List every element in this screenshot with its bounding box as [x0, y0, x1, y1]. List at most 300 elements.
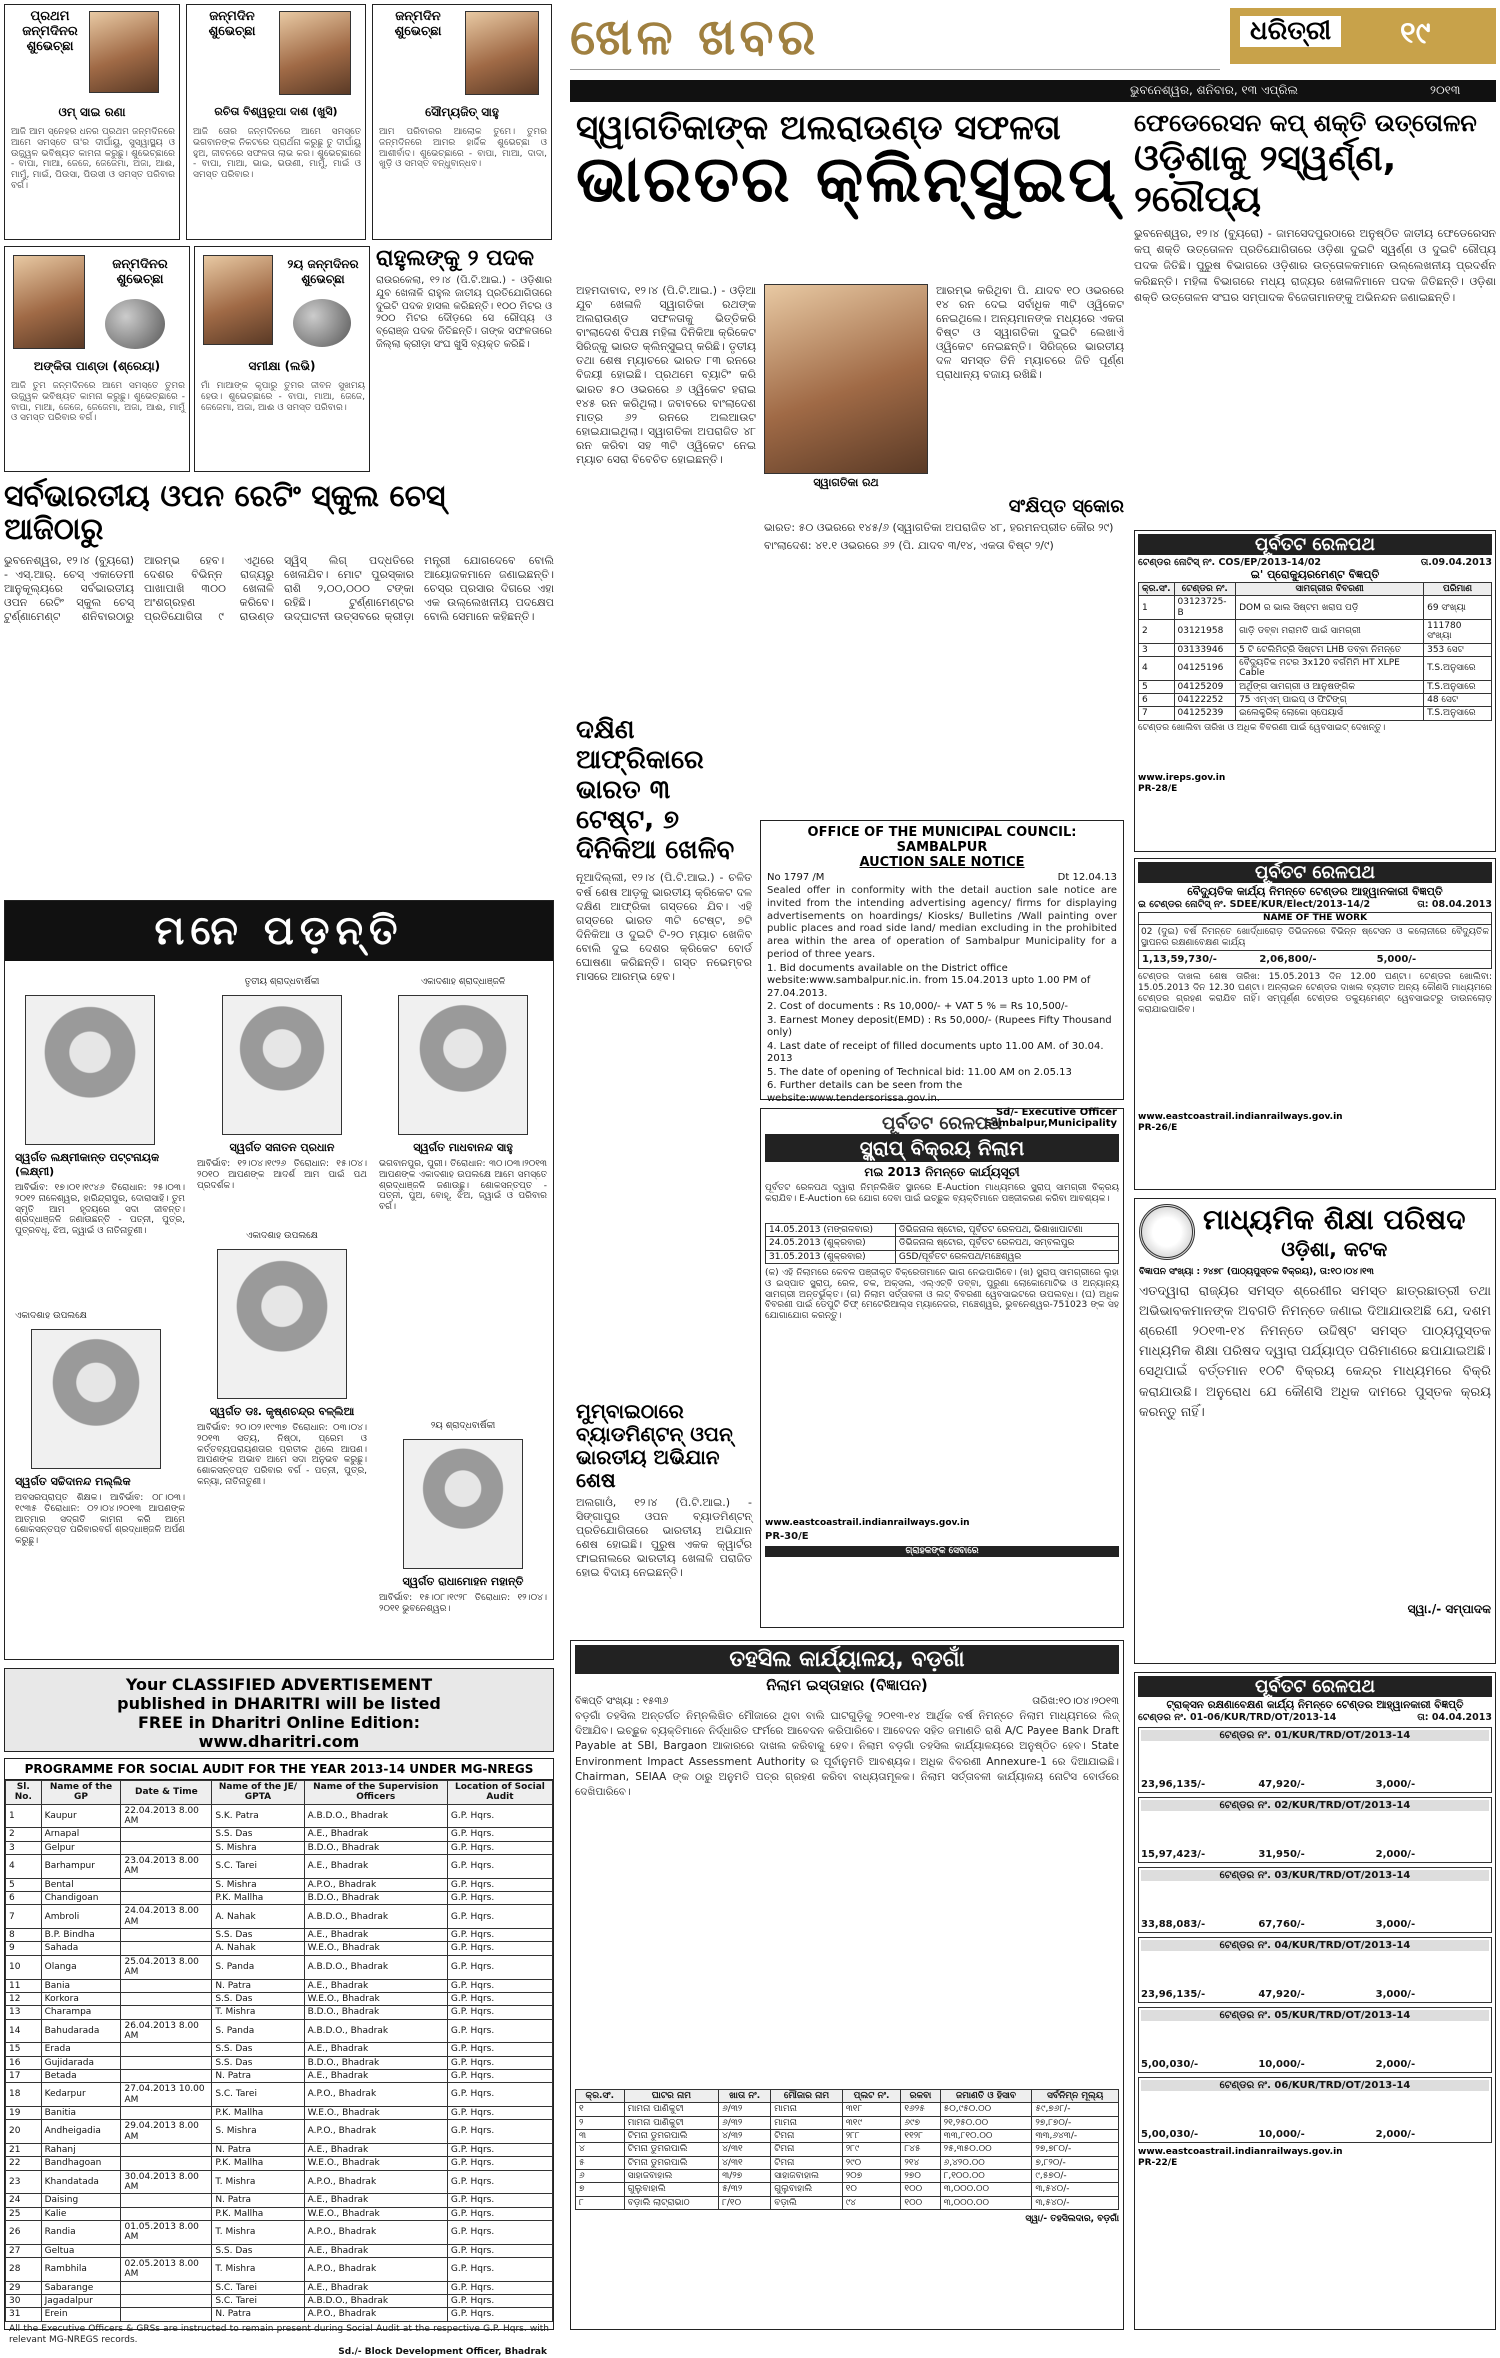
tender-block — [1138, 1867, 1492, 1933]
table-cell: Erein — [41, 2308, 121, 2321]
table-cell: B.D.O., Bhadrak — [304, 1892, 447, 1905]
notice-ref: ବିଜ୍ଞପ୍ତି ସଂଖ୍ୟା : ୧୫୩୬ — [575, 1696, 669, 1707]
table-cell: G.P. Hqrs. — [447, 1878, 552, 1891]
table-cell: 15 — [6, 2043, 42, 2056]
railway-website: www.eastcoastrail.indianrailways.gov.in — [1138, 1112, 1343, 1123]
column-header: ରକବା — [901, 2090, 940, 2103]
remembrance-title: ମନେ ପଡ଼ନ୍ତି — [5, 901, 553, 961]
tender-emd: 10,000/- — [1258, 2059, 1305, 2070]
table-cell: ୨ — [576, 2116, 625, 2129]
tender-emd: 67,760/- — [1258, 1919, 1305, 1930]
railway-ref: PR-28/E — [1138, 783, 1178, 794]
tender-cost: 2,000/- — [1375, 2129, 1416, 2140]
table-cell: 5 — [6, 1878, 42, 1891]
table-cell — [121, 1929, 212, 1942]
year: ୨୦୧୩ — [1430, 83, 1461, 97]
table-cell: Khandatada — [41, 2170, 121, 2194]
column-header: କ୍ର.ସଂ. — [576, 2090, 625, 2103]
notice-body: ବଡ଼ଗାଁ ତହସିଲ ଅନ୍ତର୍ଗତ ନିମ୍ନଲିଖିତ ମୌଜାରେ ଥିବା ବାଲି ଘାଟଗୁଡ଼ିକୁ ୨୦୧୩-୧୪ ଆର୍ଥିକ ବର୍ଷ ନିମନ୍ତେ ନିଲାମ ମାଧ୍ୟମରେ ଲିଜ୍ ଦିଆଯିବ। ଇଚ୍ଛୁକ ବ୍ୟକ୍ତିମାନେ ନିର୍ଦ୍ଧାରିତ ଫର୍ମରେ ଆବେଦନ କରିପାରିବେ। ଆବେଦନ ସହିତ ଜମାଣତି ରାଶି A/C Payee Bank Draft Payable at SBI, Bargaon ଆକାରରେ ଦାଖଲ କରିବାକୁ ହେବ। ନିଲାମ ବଡ଼ଗାଁ ତହସିଲ କାର୍ଯ୍ୟାଳୟରେ ଅନୁଷ୍ଠିତ ହେବ। State Environment Impact Assessment Authority ର ପୂର୍ବାନୁମତି ଆବଶ୍ୟକ। ଅଧିକ ବିବରଣୀ Annexure-1 ରେ ଦିଆଯାଇଛି। Chairman, SEIAA ଙ୍କ ଠାରୁ ଅନୁମତି ପତ୍ର ଗ୍ରହଣ କରିବା ବାଧ୍ୟତାମୂଳକ। ନିଲାମ ସର୍ତ୍ତାବଳୀ କାର୍ଯ୍ୟାଳୟ ନୋଟିସ ବୋର୍ଡରେ ଦେଖିପାରିବେ। — [575, 1710, 1119, 1799]
table-cell: P.K. Mallha — [212, 2157, 304, 2170]
table-cell: ୪/୩୨ — [719, 2130, 771, 2143]
notice-title: OFFICE OF THE MUNICIPAL COUNCIL: SAMBALPUR — [807, 825, 1077, 855]
table-row — [6, 2157, 553, 2170]
child-name: ଓମ୍ ସାଇ ରଣା — [58, 105, 126, 119]
table-cell: 4 — [1139, 657, 1175, 681]
table-cell: N. Patra — [212, 2143, 304, 2156]
table-cell: A.E., Bhadrak — [304, 1828, 447, 1841]
table-cell: ୧୦୦ — [901, 2183, 940, 2196]
birthday-ad-3: ଜନ୍ମଦିନ ଶୁଭେଚ୍ଛା ସୌମ୍ୟଜିତ୍ ସାହୁ ଆମ ପରିବାରର ଆଲୋକ ତୁମେ। ତୁମର ଜନ୍ମଦିନରେ ଆମର ହାର୍ଦ୍ଦିକ ଶୁଭେଚ୍ଛା ଓ ଆଶୀର୍ବାଦ। ଶୁଭେଚ୍ଛାରେ - ବାପା, ମାଆ, ଦାଦା, ଖୁଡ଼ି ଓ ସମସ୍ତ ବନ୍ଧୁବାନ୍ଧବ। — [372, 4, 552, 240]
table-cell: Daising — [41, 2194, 121, 2207]
page-number: ୧୯ — [1400, 16, 1431, 51]
table-cell: ୯,୫୭୦/- — [1032, 2170, 1119, 2183]
table-row — [766, 1237, 1119, 1250]
table-cell: Kalie — [41, 2207, 121, 2220]
table-cell: 23 — [6, 2170, 42, 2194]
table-cell: G.P. Hqrs. — [447, 2281, 552, 2294]
railway-footer: ଗ୍ରାହକଙ୍କ ସେବାରେ — [765, 1546, 1119, 1557]
table-cell: S. Panda — [212, 1955, 304, 1979]
birthday-ad-2: ଜନ୍ମଦିନ ଶୁଭେଚ୍ଛା ରଚିତା ବିଶ୍ୱରୂପା ଦାଶ (ଖୁସି) ଆଜି ତୋର ଜନ୍ମଦିନରେ ଆମେ ସମସ୍ତେ ଭଗବାନଙ୍କ ନିକଟରେ ପ୍ରାର୍ଥନା କରୁଛୁ ତୁ ଦୀର୍ଘାୟୁ ହୁଅ, ଜୀବନରେ ସଫଳତା ଲାଭ କର। ଶୁଭେଚ୍ଛାରେ - ବାପା, ମାଆ, ଭାଇ, ଭଉଣୀ, ମାମୁଁ, ମାଇଁ ଓ ସମସ୍ତ ପରିବାର। — [186, 4, 366, 240]
table-cell: W.E.O., Bhadrak — [304, 2207, 447, 2220]
tender-number: ଟେଣ୍ଡର ନଂ. 01/KUR/TRD/OT/2013-14 — [1141, 1730, 1489, 1741]
notice-item: 1. Bid documents available on the District office website:www.sambalpur.nic.in. from 15.04.2013 upto 1.00 PM of 27.04.2013. — [767, 962, 1091, 999]
table-cell: ୪/୩୧ — [719, 2143, 771, 2156]
table-row — [6, 2043, 553, 2056]
railway-ref: PR-22/E — [1138, 2157, 1178, 2168]
table-row — [6, 1804, 553, 1828]
table-cell: Bahudarada — [41, 2019, 121, 2043]
table-cell: 5 — [1139, 680, 1175, 693]
notice-signature: ସ୍ୱା/- ତହସିଲଦାର, ବଡ଼ଗାଁ — [1025, 2214, 1119, 2225]
table-cell — [121, 1942, 212, 1955]
table-row — [1139, 657, 1492, 681]
notice-title: ତହସିଲ କାର୍ଯ୍ୟାଳୟ, ବଡ଼ଗାଁ — [575, 1645, 1119, 1674]
table-row — [6, 2295, 553, 2308]
auction-notice: OFFICE OF THE MUNICIPAL COUNCIL: SAMBALPUR AUCTION SALE NOTICE No 1797 /M Dt 12.04.13 Sealed offer in conformity with the detail auction sale notice are invited from the intending advertising agency/ firms for displaying advertisements on hoardings/ Kiosks/ Bulletins /Wall painting over public places and road side land/ median excluding in the prohibited area within the area of operation of Sambalpur Municipality for a period of three years. 1. Bid documents available on the District office website:www.sambalpur.nic.in. from 15.04.2013 upto 1.00 PM of 27.04.2013. 2. Cost of documents : Rs 10,000/- + VAT 5 % = Rs 10,500/- 3. Earnest Money deposit(EMD) : Rs 50,000/- (Rupees Fifty Thousand only) 4. Last date of receipt of filled documents upto 11.00 AM. of 30.04. 2013 5. The date of opening of Technical bid: 11.00 AM on 2.05.13 6. Further details can be seen from the website:www.tendersorissa.gov.in. Sd/- Executive Officer Sambalpur,Municipality — [760, 820, 1124, 1100]
table-cell: A.B.D.O., Bhadrak — [304, 2295, 447, 2308]
table-cell: T. Mishra — [212, 2006, 304, 2019]
table-cell: ଡିଭିଜନାଲ ଷ୍ଟୋର, ପୂର୍ବତଟ ରେଳପଥ, ଭିଶାଖାପାଟଣା — [895, 1224, 1118, 1237]
railway-notice-2: ପୂର୍ବତଟ ରେଳପଥ ବୈଦ୍ୟୁତିକ କାର୍ଯ୍ୟ ନିମନ୍ତେ ଟେଣ୍ଡର ଆହ୍ୱାନକାରୀ ବିଜ୍ଞପ୍ତି ଇ ଟେଣ୍ଡର ନୋଟିସ୍ ନଂ. SDEE/KUR/Elect/2013-14/2 ତା: 08.04.2013 NAME OF THE WORK 02 (ଦୁଇ) ବର୍ଷ ନିମନ୍ତେ ଖୋର୍ଦ୍ଧାରୋଡ଼ ଡିଭିଜନରେ ବିଭିନ୍ନ ଷ୍ଟେସନ ଓ କଲୋନୀରେ ବୈଦ୍ୟୁତିକ ସ୍ଥାପନର ରକ୍ଷଣାବେକ୍ଷଣ କାର୍ଯ୍ୟ 1,13,59,730/- 2,06,800/- 5,000/- ଟେଣ୍ଡର ଦାଖଲ ଶେଷ ତାରିଖ: 15.05.2013 ଦିନ 12.00 ଘଣ୍ଟା। ଟେଣ୍ଡର ଖୋଲିବା: 15.05.2013 ଦିନ 12.30 ଘଣ୍ଟା। ଅନ୍‌ଲାଇନ ଟେଣ୍ଡର ଦାଖଲ ବ୍ୟତୀତ ଅନ୍ୟ କୌଣସି ମାଧ୍ୟମରେ ଟେଣ୍ଡର ଗ୍ରହଣ କରାଯିବ ନାହିଁ। ସମ୍ପୂର୍ଣ୍ଣ ଟେଣ୍ଡର ଡକ୍ୟୁମେଣ୍ଟ ୱେବସାଇଟରୁ ଡାଉନଲୋଡ଼ କରାଯାଇପାରିବ। www.eastcoastrail.indianrailways.gov.in PR-26/E — [1134, 858, 1496, 1190]
audit-table — [5, 1780, 553, 2322]
table-cell: G.P. Hqrs. — [447, 2221, 552, 2245]
table-cell: A.B.D.O., Bhadrak — [304, 1905, 447, 1929]
table-cell: ଟିମନା — [771, 2143, 843, 2156]
table-cell: B.P. Bindha — [41, 1929, 121, 1942]
table-cell: ୫/୩୨ — [719, 2183, 771, 2196]
table-cell: 18 — [6, 2083, 42, 2107]
table-row — [6, 2170, 553, 2194]
story-sa — [576, 716, 752, 1251]
table-cell — [121, 2106, 212, 2119]
table-cell — [121, 2281, 212, 2294]
work-cost: 5,000/- — [1376, 954, 1417, 966]
classified-promo: Your CLASSIFIED ADVERTISEMENT published in DHARITRI will be listed FREE in Dharitri Online Edition: www.dharitri.com — [4, 1668, 554, 1752]
railway-ref: PR-26/E — [1138, 1123, 1178, 1134]
table-cell: Chandigoan — [41, 1892, 121, 1905]
railway-head: ପୂର୍ବତଟ ରେଳପଥ — [882, 1113, 1002, 1134]
table-cell: G.P. Hqrs. — [447, 2244, 552, 2257]
table-cell: ୨୯୦ — [842, 2156, 901, 2169]
tender-desc — [1141, 2021, 1489, 2059]
table-cell: ଗୁଲୁବାହାଲି — [624, 2183, 719, 2196]
table-cell: 13 — [6, 2006, 42, 2019]
table-cell: Geltua — [41, 2244, 121, 2257]
table-cell — [121, 1892, 212, 1905]
story-body: ଅଲଗାଓଁ, ୧୨।୪ (ପି.ଟି.ଆଇ.) - ସିଙ୍ଗାପୁର ଓପନ ବ୍ୟାଡମିଣ୍ଟନ୍ ପ୍ରତିଯୋଗିତାରେ ଭାରତୀୟ ଅଭିଯାନ ଶେଷ ହୋଇଛି। ପୁରୁଷ ଏକକ କ୍ୱାର୍ଟର ଫାଇନାଲରେ ଭାରତୀୟ ଖେଳାଳି ପରାଜିତ ହୋଇ ବିଦାୟ ନେଇଛନ୍ତି। — [576, 1496, 752, 1580]
table-cell: ୩ — [576, 2130, 625, 2143]
tender-amount: 15,97,423/- — [1141, 1849, 1206, 1860]
table-cell: 31.05.2013 (ଶୁକ୍ରବାର) — [766, 1250, 896, 1263]
table-cell: ୬୯୭ — [901, 2116, 940, 2129]
table-cell: G.P. Hqrs. — [447, 1855, 552, 1879]
memorial-1: ସ୍ୱର୍ଗତ ଲକ୍ଷ୍ମୀକାନ୍ତ ପଟ୍ଟନାୟକ (ଲକ୍ଷ୍ମୀ) ଆବିର୍ଭାବ: ୧୭।୦୧।୧୯୪୬ ତିରୋଧାନ: ୨୫।୦୩।୨୦୧୨ ନାଳେଶ୍ୱର, ହାରିନ୍ଦ୍ରାପୁର, ଦୋରାସାହି। ତୁମ ସ୍ମୃତି ଆମ ହୃଦୟରେ ସଦା ଜୀବନ୍ତ। ଶ୍ରଦ୍ଧାଞ୍ଜଳି ଜଣାଉଛନ୍ତି - ପତ୍ନୀ, ପୁତ୍ର, ପୁତ୍ରବଧୂ, ଝିଅ, ଜ୍ୱାଇଁ ଓ ନାତିନାତୁଣୀ। — [15, 977, 185, 1303]
table-row — [576, 2170, 1119, 2183]
table-cell: 7 — [6, 1905, 42, 1929]
table-cell: A.B.D.O., Bhadrak — [304, 1804, 447, 1828]
table-cell: N. Patra — [212, 2308, 304, 2321]
table-row — [1139, 707, 1492, 720]
memorial-name: ସ୍ୱର୍ଗତ ମାଧବାନନ୍ଦ ସାହୁ — [413, 1141, 513, 1154]
story-rahul — [376, 246, 552, 472]
table-cell: Korkora — [41, 1992, 121, 2005]
tender-values — [1141, 1919, 1489, 1930]
story-headline: ଦକ୍ଷିଣ ଆଫ୍ରିକାରେ ଭାରତ ୩ ଟେଷ୍ଟ, ୭ ଦିନିକିଆ ଖେଳିବ — [576, 715, 735, 865]
table-cell: 04122252 — [1174, 694, 1236, 707]
table-cell: A. Nahak — [212, 1942, 304, 1955]
table-row — [6, 1878, 553, 1891]
notice-subtitle: AUCTION SALE NOTICE — [859, 855, 1025, 870]
table-row — [6, 1892, 553, 1905]
tender-table — [1138, 582, 1492, 721]
table-cell: T.S.ଅନୁସାରେ — [1424, 657, 1492, 681]
railway-head: ପୂର୍ବତଟ ରେଳପଥ — [1138, 534, 1492, 555]
story-body: ଭୁବନେଶ୍ୱର, ୧୨।୪ (ବ୍ୟୁରୋ) - ଏସ୍.ଆର୍. ଚେସ୍ ଏକାଡେମୀ ଆନୁକୂଲ୍ୟରେ ସର୍ବଭାରତୀୟ ଓପନ ରେଟିଂ ସ୍କୁଲ ଚେସ୍ ଟୁର୍ଣ୍ଣାମେଣ୍ଟ ଶନିବାରଠାରୁ ଆରମ୍ଭ ହେବ। ଏଥିରେ ଦେଶର ବିଭିନ୍ନ ରାଜ୍ୟରୁ ପାଖାପାଖି ୩୦୦ ଖେଳାଳି ଅଂଶଗ୍ରହଣ କରିବେ। ପ୍ରତିଯୋଗିତା ୯ ରାଉଣ୍ଡ ସ୍ୱିସ୍ ଲିଗ୍ ପଦ୍ଧତିରେ ଖେଳାଯିବ। ମୋଟ ପୁରସ୍କାର ରାଶି ୨,୦୦,୦୦୦ ଟଙ୍କା ରହିଛି। ଟୁର୍ଣ୍ଣାମେଣ୍ଟର ଉଦ୍‌ଘାଟନୀ ଉତ୍ସବରେ କ୍ରୀଡ଼ା ମନ୍ତ୍ରୀ ଯୋଗଦେବେ ବୋଲି ଆୟୋଜକମାନେ ଜଣାଇଛନ୍ତି। ଚେସ୍‌ର ପ୍ରସାର ଦିଗରେ ଏହା ଏକ ଉଲ୍ଲେଖନୀୟ ପଦକ୍ଷେପ ବୋଲି ସେମାନେ କହିଛନ୍ତି। — [4, 554, 554, 624]
table-cell: 23.04.2013 8.00 AM — [121, 1855, 212, 1879]
notice-sub: ମଇ 2013 ନିମନ୍ତେ କାର୍ଯ୍ୟସୂଚୀ — [864, 1165, 1020, 1179]
table-cell: 02.05.2013 8.00 AM — [121, 2258, 212, 2282]
table-cell: 10 — [6, 1955, 42, 1979]
railway-ref: PR-30/E — [765, 1530, 809, 1542]
memorial-3: ଏକାଦଶାହ ଶ୍ରାଦ୍ଧାଞ୍ଜଳି ସ୍ୱର୍ଗତ ମାଧବାନନ୍ଦ ସାହୁ ଭଗବାନପୁର, ପୁରୀ। ତିରୋଧାନ: ୩୦।୦୩।୨୦୧୩ ଆପଣଙ୍କ ଏକାଦଶାହ ଉପଲକ୍ଷେ ଆମେ ସମସ୍ତେ ଶ୍ରଦ୍ଧାଞ୍ଜଳି ଜଣାଉଛୁ। ଶୋକସନ୍ତପ୍ତ - ପତ୍ନୀ, ପୁଅ, ବୋହୂ, ଝିଅ, ଜ୍ୱାଇଁ ଓ ପରିବାର ବର୍ଗ। — [379, 977, 547, 1213]
child-name: ସମୀକ୍ଷା (ଲଭି) — [248, 359, 316, 373]
notice-item: 3. Earnest Money deposit(EMD) : Rs 50,000/- (Rupees Fifty Thousand only) — [767, 1014, 1112, 1039]
notice-ref: No 1797 /M — [767, 872, 825, 883]
notice-date: ତା: 08.04.2013 — [1417, 899, 1492, 910]
table-cell: A.E., Bhadrak — [304, 1929, 447, 1942]
railway-notice-1: ପୂର୍ବତଟ ରେଳପଥ ଟେଣ୍ଡର ନୋଟିସ୍ ନଂ. COS/EP/2013-14/02 ତା.09.04.2013 ଇ' ପ୍ରୋକ୍ୟୁରମେଣ୍ଟ ବିଜ୍ଞପ୍ତି କ୍ର.ସଂ. ଟେଣ୍ଡର ନଂ. ସାମଗ୍ରୀର ବିବରଣୀ ପରିମାଣ 1 03123725-B DOM ର ଭାଲ ସିଷ୍ଟମ ଖରାପ ପଡ଼ି 69 ସଂଖ୍ୟା 2 03121958 ଗାଡ଼ି ଡବ୍ବା ମରାମତି ପାଇଁ ସାମଗ୍ରୀ 111780 ସଂଖ୍ୟା 3 03133946 5 ଟି ଟେଲିମିଟ୍ରି ସିଷ୍ଟମ LHB ଡବ୍ବା ନିମନ୍ତେ 353 ସେଟ 4 04125196 ବୈଦ୍ୟୁତିକ ମଟର 3x120 ବର୍ଗମିମି HT XLPE Cable T.S.ଅନୁସାରେ 5 04125209 ଅର୍ଥିଙ୍ଗ ସାମଗ୍ରୀ ଓ ଆନୁଷଙ୍ଗିକ T.S.ଅନୁସାରେ 6 04122252 75 ଏମ୍ଏମ୍ ପାଇପ୍ ଓ ଫିଟିଙ୍ଗ୍ 48 ସେଟ 7 04125239 ଇଲେକ୍ଟ୍ରିକ୍ ଲୋକୋ ସ୍ପେୟାର୍ସ T.S.ଅନୁସାରେ ଟେଣ୍ଡର ଖୋଲିବା ତାରିଖ ଓ ଅଧିକ ବିବରଣୀ ପାଇଁ ୱେବସାଇଟ୍ ଦେଖନ୍ତୁ। www.ireps.gov.in PR-28/E — [1134, 530, 1496, 852]
table-row — [576, 2143, 1119, 2156]
table-cell: ୩୩,୬୪୩/- — [1032, 2130, 1119, 2143]
table-cell: G.P. Hqrs. — [447, 2258, 552, 2282]
table-cell: ୮୪୫ — [901, 2143, 940, 2156]
table-cell: ୬,୪୨୦.୦୦ — [940, 2156, 1032, 2169]
tender-cost: 2,000/- — [1375, 1849, 1416, 1860]
column-header: ସର୍ବନିମ୍ନ ମୂଲ୍ୟ — [1032, 2090, 1119, 2103]
table-cell: G.P. Hqrs. — [447, 2019, 552, 2043]
tender-block — [1138, 1727, 1492, 1793]
table-row — [6, 2019, 553, 2043]
column-header: Name of the JE/ GPTA — [212, 1781, 304, 1805]
railway-head: ପୂର୍ବତଟ ରେଳପଥ — [1138, 862, 1492, 883]
table-cell: S.C. Tarei — [212, 2281, 304, 2294]
tender-number: ଟେଣ୍ଡର ନଂ. 06/KUR/TRD/OT/2013-14 — [1141, 2080, 1489, 2091]
table-cell — [121, 2194, 212, 2207]
table-cell: ମାମନା ପାଣିକୁଟୀ — [624, 2103, 719, 2116]
table-row — [6, 2006, 553, 2019]
ad-title: ଜନ୍ମଦିନ ଶୁଭେଚ୍ଛା — [208, 9, 256, 39]
table-cell: ୮/୧୦ — [719, 2196, 771, 2209]
table-cell — [121, 2006, 212, 2019]
memorial-name: ସ୍ୱର୍ଗତ ଡଃ. କୃଷ୍ଣଚନ୍ଦ୍ର ବଳ୍ଲିଆ — [209, 1405, 355, 1418]
auction-schedule-table — [765, 1223, 1119, 1264]
table-cell: S. Mishra — [212, 2120, 304, 2144]
table-cell — [121, 1828, 212, 1841]
notice-signature: Sd./- Block Development Officer, Bhadrak — [338, 2347, 547, 2358]
table-row — [6, 1942, 553, 1955]
table-cell: 9 — [6, 1942, 42, 1955]
table-cell: A.E., Bhadrak — [304, 2281, 447, 2294]
table-cell: 29.04.2013 8.00 AM — [121, 2120, 212, 2144]
table-row — [6, 2207, 553, 2220]
child-photo — [89, 11, 159, 93]
table-cell: Gelpur — [41, 1841, 121, 1854]
player-photo — [764, 284, 928, 474]
tender-desc — [1141, 1811, 1489, 1849]
table-cell: ୬ — [576, 2170, 625, 2183]
table-cell: G.P. Hqrs. — [447, 2069, 552, 2082]
notice-ref: ବିଜ୍ଞାପନ ସଂଖ୍ୟା : ୨୪୭୮ (ପାଠ୍ୟପୁସ୍ତକ ବିକ୍ରୟ), ତା:୧୦।୦୪।୧୩ — [1139, 1267, 1374, 1277]
table-cell: 03133946 — [1174, 643, 1236, 656]
memorial-6: ୨ୟ ଶ୍ରାଦ୍ଧବାର୍ଷିକୀ ସ୍ୱର୍ଗତ ରାଧାମୋହନ ମହାନ୍ତି ଆବିର୍ଭାବ: ୧୫।୦୮।୧୯୨୮ ତିରୋଧାନ: ୧୨।୦୪।୨୦୧୧ ଭୁବନେଶ୍ୱର। — [379, 1421, 547, 1614]
table-cell: Bandhagoan — [41, 2157, 121, 2170]
table-cell: ୨୭୦ — [901, 2170, 940, 2183]
tender-emd: 10,000/- — [1258, 2129, 1305, 2140]
table-cell: 26 — [6, 2221, 42, 2245]
table-cell: N. Patra — [212, 2069, 304, 2082]
column-header: Name of the Supervision Officers — [304, 1781, 447, 1805]
table-row — [6, 2069, 553, 2082]
table-cell: ମାମନା — [771, 2116, 843, 2129]
table-cell: Bental — [41, 1878, 121, 1891]
table-cell: ସାହାଜବାହାଲ — [624, 2170, 719, 2183]
story-headline: ଭାରତର କ୍ଲିନ୍‌ସୁଇପ୍ — [576, 143, 1118, 218]
table-cell: ୩୧୮ — [842, 2103, 901, 2116]
table-cell: ୭ — [576, 2183, 625, 2196]
table-cell: A.E., Bhadrak — [304, 2043, 447, 2056]
story-headline: ସର୍ବଭାରତୀୟ ଓପନ ରେଟିଂ ସ୍କୁଲ ଚେସ୍ ଆଜିଠାରୁ — [4, 479, 446, 547]
tender-values — [1141, 1989, 1489, 2000]
tender-cost: 3,000/- — [1375, 1779, 1416, 1790]
dateline: ଭୁବନେଶ୍ୱର, ଶନିବାର, ୧୩ ଏପ୍ରିଲ — [1130, 83, 1298, 97]
tender-list — [1138, 1727, 1492, 2143]
table-row — [6, 1992, 553, 2005]
table-cell: ୨୭,୮୭୦/- — [1032, 2116, 1119, 2129]
table-cell: A.P.O., Bhadrak — [304, 2120, 447, 2144]
table-cell: ୨୭,୭୮୦/- — [1032, 2143, 1119, 2156]
table-cell: G.P. Hqrs. — [447, 2295, 552, 2308]
score-bangladesh: ବାଂଲାଦେଶ: ୪୧.୧ ଓଭରରେ ୬୨ (ପି. ଯାଦବ ୩/୧୪, ଏକତା ବିଷ୍ଟ ୨/୯) — [764, 539, 1054, 553]
table-cell: 22 — [6, 2157, 42, 2170]
tender-amount: 5,00,030/- — [1141, 2059, 1199, 2070]
table-cell: ଟିମନା — [771, 2130, 843, 2143]
table-cell: G.P. Hqrs. — [447, 1841, 552, 1854]
table-cell: A.P.O., Bhadrak — [304, 2308, 447, 2321]
table-row — [6, 1955, 553, 1979]
table-cell: P.K. Mallha — [212, 1892, 304, 1905]
table-cell: ୩୧୯ — [842, 2116, 901, 2129]
column-header: ମୌଜାର ନାମ — [771, 2090, 843, 2103]
notice-ref: ଟେଣ୍ଡର ନଂ. 01-06/KUR/TRD/OT/2013-14 — [1138, 1712, 1337, 1723]
table-row — [576, 2183, 1119, 2196]
story-chess — [4, 480, 554, 909]
table-cell: ୪/୩୧ — [719, 2156, 771, 2169]
table-row — [1139, 620, 1492, 644]
table-cell: ୧୬୨୫ — [901, 2103, 940, 2116]
table-cell — [121, 2207, 212, 2220]
table-cell: 6 — [6, 1892, 42, 1905]
table-cell: A.P.O., Bhadrak — [304, 1878, 447, 1891]
table-cell: ୧୦୦ — [901, 2196, 940, 2209]
table-cell: ୩/୨୭ — [719, 2170, 771, 2183]
table-cell: G.P. Hqrs. — [447, 1929, 552, 1942]
story-body: ଭୁବନେଶ୍ୱର, ୧୨।୪ (ବ୍ୟୁରୋ) - ଜାମସେଦପୁରଠାରେ ଅନୁଷ୍ଠିତ ଜାତୀୟ ଫେଡେରେସନ କପ୍ ଶକ୍ତି ଉତ୍ତୋଳନ ପ୍ରତିଯୋଗିତାରେ ଓଡ଼ିଶା ଦୁଇଟି ସ୍ୱର୍ଣ୍ଣ ଓ ଦୁଇଟି ରୌପ୍ୟ ପଦକ ଜିତିଛି। ପୁରୁଷ ବିଭାଗରେ ଓଡ଼ିଶାର ଉତ୍ତୋଳକମାନେ ଉଲ୍ଲେଖନୀୟ ପ୍ରଦର୍ଶନ କରିଛନ୍ତି। ମହିଳା ବିଭାଗରେ ମଧ୍ୟ ରାଜ୍ୟର ଖେଳାଳିମାନେ ପଦକ ଜିତିଛନ୍ତି। ଓଡ଼ିଶା ଶକ୍ତି ଉତ୍ତୋଳନ ସଂଘର ସମ୍ପାଦକ ବିଜେତାମାନଙ୍କୁ ଅଭିନନ୍ଦନ ଜଣାଇଛନ୍ତି। — [1134, 227, 1496, 305]
notice-item: 4. Last date of receipt of filled documents upto 11.00 AM. of 30.04. 2013 — [767, 1040, 1104, 1065]
table-cell: N. Patra — [212, 1979, 304, 1992]
table-cell: ୨୧୪ — [901, 2156, 940, 2169]
table-cell: G.P. Hqrs. — [447, 2143, 552, 2156]
table-cell: S. Mishra — [212, 1841, 304, 1854]
table-cell: G.P. Hqrs. — [447, 1905, 552, 1929]
table-cell: Rambhila — [41, 2258, 121, 2282]
table-cell: T. Mishra — [212, 2258, 304, 2282]
table-cell — [121, 2143, 212, 2156]
story-main-body2: ଆରମ୍ଭ କରିଥିବା ପି. ଯାଦବ ୧୦ ଓଭରରେ ୧୪ ରନ ଦେଇ ସର୍ବାଧିକ ୩ଟି ଓ୍ୱିକେଟ ନେଇଥିଲେ। ଅନ୍ୟମାନଙ୍କ ମଧ୍ୟରେ ଏକତା ବିଷ୍ଟ ଓ ସ୍ୱାଗତିକା ଦୁଇଟି ଲେଖାଏଁ ଓ୍ୱିକେଟ ନେଇଛନ୍ତି। ସିରିଜ୍‌ରେ ଭାରତୀୟ ଦଳ ସମସ୍ତ ତିନି ମ୍ୟାଚରେ ଜିତି ପୂର୍ଣ୍ଣ ପ୍ରାଧାନ୍ୟ ବଜାୟ ରଖିଛି। — [936, 284, 1124, 382]
table-cell — [121, 2308, 212, 2321]
table-row — [576, 2156, 1119, 2169]
notice-title: PROGRAMME FOR SOCIAL AUDIT FOR THE YEAR 2013-14 UNDER MG-NREGS — [5, 1759, 553, 1780]
table-cell — [121, 2157, 212, 2170]
table-cell: Sahada — [41, 1942, 121, 1955]
column-header: ଘାଟର ନାମ — [624, 2090, 719, 2103]
table-cell: ୪ — [576, 2143, 625, 2156]
table-cell: 26.04.2013 8.00 AM — [121, 2019, 212, 2043]
table-cell: P.K. Mallha — [212, 2207, 304, 2220]
table-cell: G.P. Hqrs. — [447, 1892, 552, 1905]
table-cell: S.S. Das — [212, 1992, 304, 2005]
table-row — [6, 2056, 553, 2069]
table-cell: G.P. Hqrs. — [447, 2308, 552, 2321]
table-cell: G.P. Hqrs. — [447, 1804, 552, 1828]
table-cell: ଗାଡ଼ି ଡବ୍ବା ମରାମତି ପାଇଁ ସାମଗ୍ରୀ — [1236, 620, 1424, 644]
railway-website: www.eastcoastrail.indianrailways.gov.in — [1138, 2147, 1343, 2157]
table-cell: ଡିଭିଜନାଲ ଷ୍ଟୋର, ପୂର୍ବତଟ ରେଳପଥ, ସମ୍ବଲପୁର — [895, 1237, 1118, 1250]
tender-desc — [1141, 2091, 1489, 2129]
table-cell: A.P.O., Bhadrak — [304, 2221, 447, 2245]
notice-title: ସ୍କ୍ରାପ୍ ବିକ୍ରୟ ନିଲାମ — [765, 1134, 1119, 1162]
table-cell: 14.05.2013 (ମଙ୍ଗଳବାର) — [766, 1224, 896, 1237]
tender-desc — [1141, 1741, 1489, 1779]
tender-emd: 31,950/- — [1258, 1849, 1305, 1860]
table-cell: 17 — [6, 2069, 42, 2082]
table-cell: ୮,୧୦୦.୦୦ — [940, 2170, 1032, 2183]
table-cell: 16 — [6, 2056, 42, 2069]
child-photo — [203, 255, 273, 345]
table-cell: Bania — [41, 1979, 121, 1992]
mgnregs-notice — [4, 1758, 554, 2358]
column-header: Location of Social Audit — [447, 1781, 552, 1805]
table-cell: ସାହାଜବାହାଲ — [771, 2170, 843, 2183]
table-cell: W.E.O., Bhadrak — [304, 2106, 447, 2119]
work-emd: 2,06,800/- — [1259, 954, 1317, 966]
table-cell: 2 — [1139, 620, 1175, 644]
table-cell: ୩,୦୦୦.୦୦ — [940, 2196, 1032, 2209]
table-cell: G.P. Hqrs. — [447, 2194, 552, 2207]
table-cell: ମାମନା ପାଣିକୁଟୀ — [624, 2116, 719, 2129]
work-amount: 1,13,59,730/- — [1142, 954, 1217, 966]
tender-amount: 23,96,135/- — [1141, 1779, 1206, 1790]
table-cell — [121, 2244, 212, 2257]
table-cell: 29 — [6, 2281, 42, 2294]
table-cell: A.P.O., Bhadrak — [304, 2083, 447, 2107]
ghat-table — [575, 2089, 1119, 2210]
tender-desc — [1141, 1951, 1489, 1989]
table-cell: 14 — [6, 2019, 42, 2043]
table-cell: G.P. Hqrs. — [447, 1828, 552, 1841]
table-cell: 5 ଟି ଟେଲିମିଟ୍ରି ସିଷ୍ଟମ LHB ଡବ୍ବା ନିମନ୍ତେ — [1236, 643, 1424, 656]
table-row — [6, 1929, 553, 1942]
table-cell: T. Mishra — [212, 2221, 304, 2245]
table-cell: W.E.O., Bhadrak — [304, 2157, 447, 2170]
photo-caption: ସ୍ୱାଗତିକା ରଥ — [813, 476, 879, 489]
table-row — [6, 2258, 553, 2282]
table-cell: ଟିମନା — [771, 2156, 843, 2169]
scorecard — [764, 496, 1124, 708]
table-cell: ୫୦,୯୫୦.୦୦ — [940, 2103, 1032, 2116]
table-cell: Olanga — [41, 1955, 121, 1979]
table-cell: 3 — [6, 1841, 42, 1854]
table-cell: ଇଲେକ୍ଟ୍ରିକ୍ ଲୋକୋ ସ୍ପେୟାର୍ସ — [1236, 707, 1424, 720]
table-cell: ୨୦୭ — [842, 2170, 901, 2183]
tender-number: ଟେଣ୍ଡର ନଂ. 02/KUR/TRD/OT/2013-14 — [1141, 1800, 1489, 1811]
table-cell: ବୈଦ୍ୟୁତିକ ମଟର 3x120 ବର୍ଗମିମି HT XLPE Cable — [1236, 657, 1424, 681]
scorecard-title: ସଂକ୍ଷିପ୍ତ ସ୍କୋର — [1008, 496, 1124, 517]
tender-block — [1138, 2077, 1492, 2143]
table-row — [766, 1224, 1119, 1237]
table-cell — [121, 1841, 212, 1854]
table-cell: Arnapal — [41, 1828, 121, 1841]
table-row — [576, 2196, 1119, 2209]
table-cell: N. Patra — [212, 2194, 304, 2207]
story-fed-cup — [1134, 110, 1496, 526]
table-row — [1139, 680, 1492, 693]
table-cell: ୩,୦୦୦.୦୦ — [940, 2183, 1032, 2196]
portrait-photo — [31, 1329, 161, 1469]
memorial-5: ଏକାଦଶାହ ଉପଲକ୍ଷେ ସ୍ୱର୍ଗତ ସଚ୍ଚିଦାନନ୍ଦ ମଲ୍ଲିକ ଅବସରପ୍ରାପ୍ତ ଶିକ୍ଷକ। ଆବିର୍ଭାବ: ୦୮।୦୩।୧୯୩୫ ତିରୋଧାନ: ୦୨।୦୪।୨୦୧୩ ଆପଣଙ୍କ ଆତ୍ମାର ସଦ୍‌ଗତି କାମନା କରି ଆମେ ଶୋକସନ୍ତପ୍ତ ପରିବାରବର୍ଗ ଶ୍ରଦ୍ଧାଞ୍ଜଳି ଅର୍ପଣ କରୁଛୁ। — [15, 1311, 185, 1547]
story-body: ରାଉରକେଲା, ୧୨।୪ (ପି.ଟି.ଆଇ.) - ଓଡ଼ିଶାର ଯୁବ ଖେଳାଳି ରାହୁଲ ଜାତୀୟ ପ୍ରତିଯୋଗିତାରେ ଦୁଇଟି ପଦକ ହାସଲ କରିଛନ୍ତି। ୧୦୦ ମିଟର ଓ ୨୦୦ ମିଟର ଦୌଡ଼ରେ ସେ ରୌପ୍ୟ ଓ ବ୍ରୋଞ୍ଜ ପଦକ ଜିତିଛନ୍ତି। ତାଙ୍କ ସଫଳତାରେ ଜିଲ୍ଲା କ୍ରୀଡ଼ା ସଂଘ ଖୁସି ବ୍ୟକ୍ତ କରିଛି। — [376, 275, 552, 350]
memorial-name: ସ୍ୱର୍ଗତ ସଚ୍ଚିଦାନନ୍ଦ ମଲ୍ଲିକ — [15, 1475, 131, 1488]
table-cell: 24.05.2013 (ଶୁକ୍ରବାର) — [766, 1237, 896, 1250]
notice-ref: ଟେଣ୍ଡର ନୋଟିସ୍ ନଂ. COS/EP/2013-14/02 — [1138, 557, 1322, 568]
table-cell: Banitia — [41, 2106, 121, 2119]
story-main — [576, 108, 1124, 218]
table-cell: S.S. Das — [212, 1929, 304, 1942]
table-cell: Sabarange — [41, 2281, 121, 2294]
table-cell: A.E., Bhadrak — [304, 2194, 447, 2207]
table-cell: G.P. Hqrs. — [447, 2043, 552, 2056]
table-cell: 4 — [6, 1855, 42, 1879]
